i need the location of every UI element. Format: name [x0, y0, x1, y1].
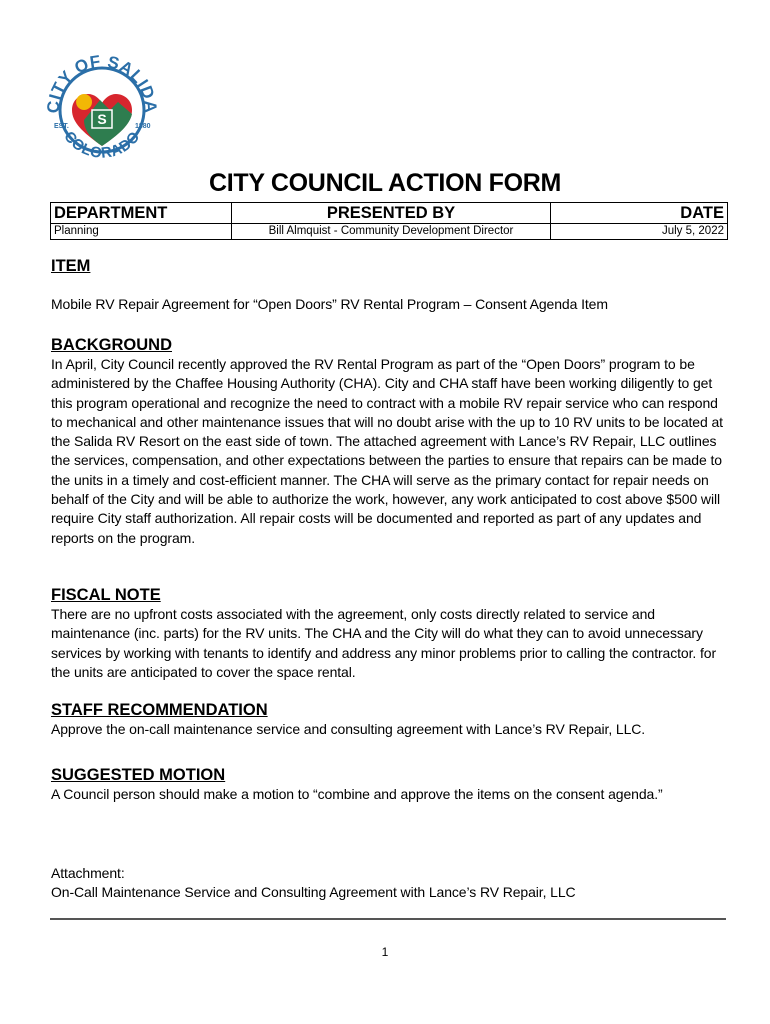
city-of-salida-logo	[42, 48, 162, 168]
date-value: July 5, 2022	[551, 224, 728, 240]
date-label: DATE	[551, 203, 728, 224]
item-section	[51, 256, 723, 276]
presented-by-label: PRESENTED BY	[232, 203, 551, 224]
logo-bottom-text: COLORADO	[60, 128, 144, 162]
attachment-label: Attachment:	[51, 865, 125, 881]
logo-est: EST.	[54, 123, 69, 130]
form-title: CITY COUNCIL ACTION FORM	[208, 169, 562, 197]
presented-by-value: Bill Almquist - Community Development Director	[232, 224, 551, 240]
suggested-motion-text: A Council person should make a motion to “combine and approve the items on the consent agenda.”	[51, 786, 663, 802]
logo-year: 1880	[135, 123, 151, 130]
suggested-motion-heading: SUGGESTED MOTION	[51, 766, 226, 784]
item-heading: ITEM	[51, 257, 91, 275]
footer-divider	[50, 918, 726, 920]
department-value: Planning	[51, 224, 232, 240]
fiscal-note-section	[51, 585, 723, 682]
info-table	[50, 202, 728, 240]
fiscal-note-heading: FISCAL NOTE	[51, 586, 161, 604]
department-label: DEPARTMENT	[51, 203, 232, 224]
fiscal-note-text: There are no upfront costs associated with the agreement, only costs directly related to service and maintenance (inc. parts) for the RV units. The CHA and the City will do what they can to avoid unnecessary services by working with tenants to identify and address any minor problems prior to calling the contractor. for the units are anticipated to cover the space rental.	[51, 606, 717, 680]
item-text: Mobile RV Repair Agreement for “Open Doors” RV Rental Program – Consent Agenda Item	[51, 296, 608, 312]
page-number: 1	[381, 945, 389, 959]
logo-top-text: CITY OF SALIDA	[43, 51, 161, 114]
attachment-section	[51, 864, 723, 903]
staff-recommendation-heading: STAFF RECOMMENDATION	[51, 701, 268, 719]
suggested-motion-section	[51, 765, 723, 804]
background-section	[51, 335, 723, 548]
background-text: In April, City Council recently approved the RV Rental Program as part of the “Open Doors” program to be administered by the Chaffee Housing Authority (CHA). City and CHA staff have been working diligently to get this program operational and recognize the need to contract with a mobile RV repair service who can respond to mechanical and other maintenance issues that will no doubt arise with the up to 10 RV units to be located at the Salida RV Resort on the east side of town. The attached agreement with Lance’s RV Repair, LLC outlines the services, compensation, and other expectations between the parties to ensure that repairs can be made to the units in a timely and cost-efficient manner. The CHA will serve as the primary contact for repair needs on behalf of the City and will be able to authorize the work, however, any work anticipated to cost above $500 will require City staff authorization. All repair costs will be documented and reported as part of any updates and reports on the program.	[51, 356, 723, 546]
staff-recommendation-section	[51, 700, 723, 739]
staff-recommendation-text: Approve the on-call maintenance service and consulting agreement with Lance’s RV Repair, LLC.	[51, 721, 646, 737]
background-heading: BACKGROUND	[51, 336, 172, 354]
logo-letter: S	[97, 111, 107, 127]
attachment-text: On-Call Maintenance Service and Consulting Agreement with Lance’s RV Repair, LLC	[51, 884, 576, 901]
